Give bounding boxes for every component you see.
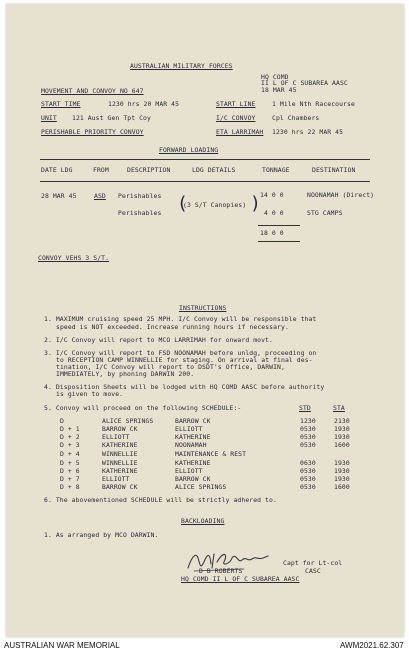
schedule-day: D + 3: [60, 441, 80, 449]
schedule-from: WINNELLIE: [102, 450, 138, 458]
instruction-5: 5. Convoy will proceed on the following SCHEDULE:-: [44, 404, 242, 412]
schedule-std: 1230: [300, 417, 316, 425]
row-2-description: Perishables: [118, 209, 162, 217]
unit-label: UNIT: [41, 114, 57, 122]
schedule-to: KATHERINE: [175, 459, 211, 467]
instruction-4b: is given to move.: [56, 390, 124, 398]
eta-value: 1230 hrs 22 MAR 45: [272, 128, 344, 136]
footer-bar: [0, 640, 409, 653]
bracket-open: (: [177, 193, 188, 214]
unit-value: 121 Aust Gen Tpt Coy: [72, 114, 151, 122]
schedule-sta: 1600: [334, 441, 350, 449]
bracket-close: ): [250, 193, 261, 214]
instruction-3a: 3. I/C Convoy will report to FSD NOONAMAH before unldg, proceeding on: [44, 349, 317, 357]
schedule-from: BARROW CK: [102, 425, 138, 433]
schedule-from: ELLIOTT: [102, 475, 130, 483]
schedule-to: KATHERINE: [175, 433, 211, 441]
schedule-from: KATHERINE: [102, 467, 138, 475]
schedule-day: D + 4: [60, 450, 80, 458]
schedule-sta: 1930: [334, 467, 350, 475]
schedule-sta: 1600: [334, 483, 350, 491]
convoy-vehicles: CONVOY VEHS 3 S/T.: [38, 254, 110, 262]
hq-line-1: HQ COMD: [261, 73, 289, 81]
schedule-day: D + 1: [60, 425, 80, 433]
table-header-rule: [40, 181, 370, 182]
signature-line-1: Capt for Lt-col: [283, 559, 343, 567]
schedule-to: MAINTENANCE & REST: [175, 450, 247, 458]
schedule-std: 0530: [300, 441, 316, 449]
schedule-from: KATHERINE: [102, 441, 138, 449]
schedule-to: NOONAMAH: [175, 441, 207, 449]
row-2-tonnage: 4 0 0: [264, 209, 284, 217]
start-line-value: 1 Mile Nth Racecourse: [272, 100, 355, 108]
schedule-sta: 2130: [334, 417, 350, 425]
schedule-from: BARROW CK: [102, 483, 138, 491]
schedule-day: D: [60, 417, 64, 425]
instructions-heading: INSTRUCTIONS: [179, 304, 227, 312]
start-line-label: START LINE: [216, 100, 256, 108]
schedule-to: ELLIOTT: [175, 467, 203, 475]
hq-line-2: II L OF C SUBAREA AASC: [261, 79, 348, 87]
start-time-label: START TIME: [41, 100, 81, 108]
sta-label: STA: [333, 404, 345, 412]
schedule-to: BARROW CK: [175, 475, 211, 483]
eta-label: ETA LARRIMAH: [216, 128, 264, 136]
schedule-std: 0630: [300, 459, 316, 467]
schedule-sta: 1930: [334, 425, 350, 433]
table-top-rule: [40, 159, 370, 160]
schedule-day: D + 5: [60, 459, 80, 467]
col-description: DESCRIPTION: [127, 166, 171, 174]
schedule-to: BARROW CK: [175, 417, 211, 425]
instruction-3c: tination, I/C Convoy will report to DSDT's Office, DARWIN,: [56, 363, 285, 371]
instruction-3b: to RECEPTION CAMP WINNELLIE for staging. On arrival at final des-: [56, 356, 313, 364]
col-tonnage: TONNAGE: [262, 166, 290, 174]
perishable-label: PERISHABLE PRIORITY CONVOY: [41, 128, 144, 136]
schedule-sta: 1930: [334, 433, 350, 441]
row-1-tonnage: 14 0 0: [260, 191, 284, 199]
schedule-sta: 1930: [334, 459, 350, 467]
document-title: AUSTRALIAN MILITARY FORCES: [130, 62, 233, 70]
std-label: STD: [299, 404, 311, 412]
tonnage-total: 18 0 0: [260, 229, 284, 237]
loading-date: 28 MAR 45: [41, 192, 77, 200]
col-ldg-details: LDG DETAILS: [192, 166, 236, 174]
signatory-rank: CASC: [305, 567, 321, 575]
signatory-name: D B ROBERTS: [199, 567, 243, 575]
schedule-std: 0530: [300, 425, 316, 433]
forward-loading-heading: FORWARD LOADING: [159, 146, 219, 154]
col-destination: DESTINATION: [312, 166, 356, 174]
instruction-6: 6. The abovementioned SCHEDULE will be strictly adhered to.: [44, 496, 277, 504]
row-2-destination: STG CAMPS: [307, 209, 343, 217]
schedule-std: 0530: [300, 475, 316, 483]
ic-convoy-label: I/C CONVOY: [216, 114, 256, 122]
schedule-day: D + 2: [60, 433, 80, 441]
backloading-item-1: 1. As arranged by MCO DARWIN.: [44, 531, 159, 539]
col-from: FROM: [93, 166, 109, 174]
col-date-ldg: DATE LDG: [41, 166, 73, 174]
total-rule-top: [258, 225, 300, 226]
ldg-details-value: (3 S/T Canopies): [183, 201, 247, 209]
instruction-1a: 1. MAXIMUM cruising speed 25 MPH. I/C Convoy will be responsible that: [44, 315, 317, 323]
row-1-destination: NOONAMAH (Direct): [307, 191, 375, 199]
footer-credit: AUSTRALIAN WAR MEMORIAL: [4, 641, 120, 650]
instruction-1b: speed is NOT exceeded. Increase running hours if necessary.: [56, 323, 289, 331]
start-time-value: 1230 hrs 20 MAR 45: [108, 100, 180, 108]
schedule-day: D + 8: [60, 483, 80, 491]
schedule-day: D + 6: [60, 467, 80, 475]
loading-from: ASD: [94, 192, 106, 200]
footer-accession-number: AWM2021.62.307: [340, 641, 404, 650]
instruction-4a: 4. Disposition Sheets will be lodged with HQ COMD AASC before authority: [44, 383, 325, 391]
schedule-std: 0530: [300, 467, 316, 475]
schedule-sta: 1930: [334, 475, 350, 483]
schedule-std: 0530: [300, 483, 316, 491]
schedule-to: ELLIOTT: [175, 425, 203, 433]
movement-label: MOVEMENT AND CONVOY NO 647: [41, 87, 144, 95]
hq-date: 18 MAR 45: [261, 86, 297, 94]
schedule-from: WINNELLIE: [102, 459, 138, 467]
schedule-from: ALICE SPRINGS: [102, 417, 154, 425]
schedule-std: 0530: [300, 433, 316, 441]
schedule-day: D + 7: [60, 475, 80, 483]
row-1-description: Perishables: [118, 192, 162, 200]
schedule-to: ALICE SPRINGS: [175, 483, 227, 491]
signatory-unit: HQ COMD II L OF C SUBAREA AASC: [181, 575, 300, 583]
total-rule-bottom: [258, 241, 300, 242]
instruction-2: 2. I/C Convoy will report to MCO LARRIMAH for onward movt.: [44, 336, 273, 344]
backloading-heading: BACKLOADING: [181, 517, 225, 525]
ic-convoy-value: Cpl Chambers: [272, 114, 320, 122]
instruction-3d: IMMEDIATELY, by phoning DARWIN 200.: [56, 370, 195, 378]
schedule-from: ELLIOTT: [102, 433, 130, 441]
